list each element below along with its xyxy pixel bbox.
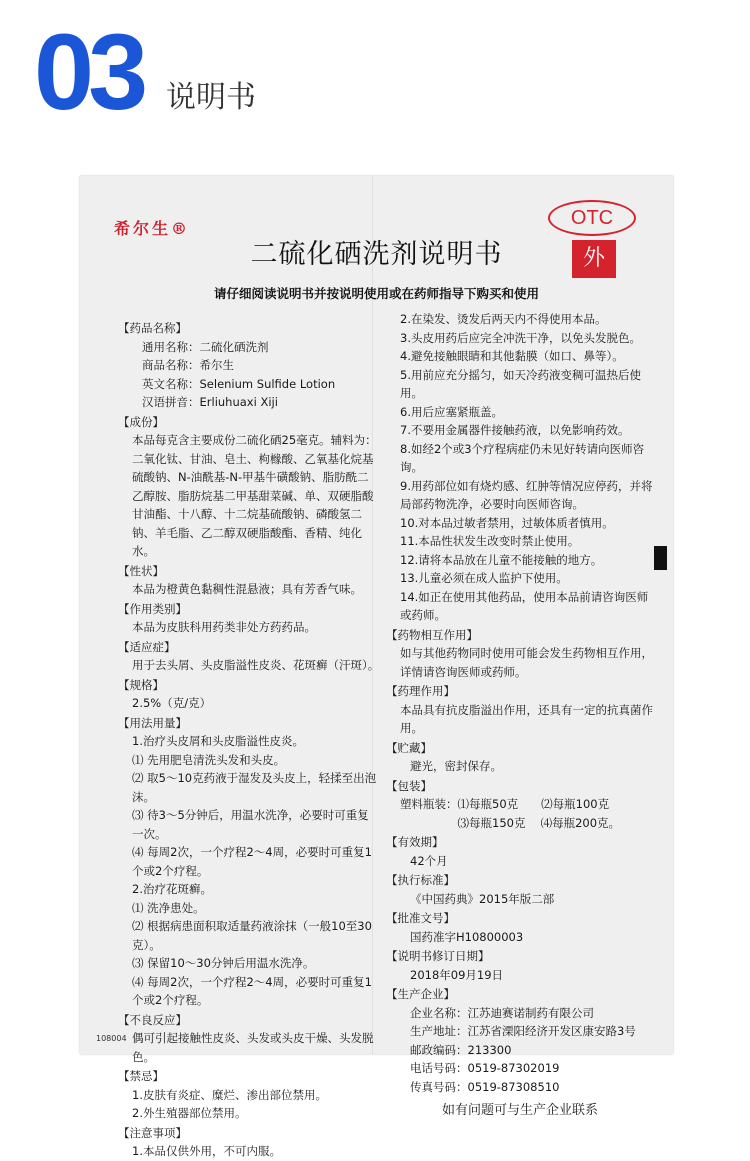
otc-badge: OTC	[548, 200, 636, 236]
section-text: 9.用药部位如有烧灼感、红肿等情况应停药，并将局部药物洗净，必要时向医师咨询。	[400, 478, 653, 511]
section-text: 《中国药典》2015年版二部	[410, 891, 555, 906]
section-text: ⑶ 待3～5分钟后，用温水洗净，必要时可重复一次。	[132, 808, 369, 841]
section-text: 生产地址：江苏省溧阳经济开发区康安路3号	[410, 1024, 636, 1038]
section-text: 2.治疗花斑癣。	[132, 882, 212, 896]
section-text: 1.皮肤有炎症、糜烂、渗出部位禁用。	[132, 1087, 327, 1102]
section-heading: 【注意事项】	[118, 1125, 187, 1140]
section-text: 6.用后应塞紧瓶盖。	[400, 404, 503, 419]
section-text: 2.在染发、烫发后两天内不得使用本品。	[400, 312, 607, 326]
section-text: 传真号码：0519-87308510	[410, 1079, 560, 1094]
section-text: 8.如经2个或3个疗程病症仍未见好转请向医师咨询。	[400, 441, 645, 474]
section-text: 企业名称：江苏迪赛诺制药有限公司	[410, 1005, 594, 1020]
section-text: 本品每克含主要成份二硫化硒25毫克。辅料为：二氧化钛、甘油、皂土、枸橼酸、乙氧基化烷基硫酸钠、N-油酰基-N-甲基牛磺酸钠、脂肪酰二乙醇胺、脂肪烷基二甲基甜菜碱、单、双硬脂酸甘油酯、十八醇、十二烷基硫酸钠、磷酸氢二钠、羊毛脂、乙二醇双硬脂酸酯、香精、纯化水。	[132, 433, 377, 558]
section-text: 本品具有抗皮脂溢出作用，还具有一定的抗真菌作用。	[400, 702, 653, 735]
section-text: 塑料瓶装：⑴每瓶50克 ⑵每瓶100克	[400, 797, 610, 811]
section-text: 商品名称：希尔生	[142, 358, 234, 372]
section-heading: 【药物相互作用】	[386, 627, 478, 642]
section-text: 偶可引起接触性皮炎、头发或头皮干燥、头发脱色。	[132, 1031, 374, 1064]
section-text: 4.避免接触眼睛和其他黏膜（如口、鼻等）。	[400, 349, 624, 363]
section-heading: 【贮藏】	[386, 740, 432, 755]
section-text: 11.本品性状发生改变时禁止使用。	[400, 534, 580, 548]
section-text: 如有问题可与生产企业联系	[441, 1103, 598, 1118]
document-subtitle: 请仔细阅读说明书并按说明使用或在药师指导下购买和使用	[213, 286, 539, 301]
registration-mark	[654, 546, 667, 570]
section-text: 电话号码：0519-87302019	[410, 1061, 560, 1075]
section-heading: 【药理作用】	[386, 684, 455, 698]
section-heading: 【批准文号】	[386, 911, 455, 925]
section-heading: 【禁忌】	[118, 1069, 164, 1083]
external-use-badge: 外	[572, 240, 616, 278]
section-text: 3.头皮用药后应完全冲洗干净，以免头发脱色。	[400, 330, 641, 345]
left-column	[118, 318, 380, 1161]
section-title: 说明书	[166, 80, 256, 115]
section-heading: 【规格】	[118, 677, 164, 692]
section-text: 汉语拼音：Erliuhuaxi Xiji	[142, 395, 278, 409]
section-text: 邮政编码：213300	[410, 1042, 512, 1057]
section-text: 2018年09月19日	[410, 967, 504, 982]
section-heading: 【用法用量】	[118, 715, 187, 730]
section-text: ⑷ 每周2次，一个疗程2～4周，必要时可重复1个或2个疗程。	[132, 845, 372, 878]
section-text: 本品为皮肤科用药类非处方药药品。	[132, 620, 316, 634]
section-text: 7.不要用金属器件接触药液，以免影响药效。	[400, 423, 630, 437]
section-text: 10.对本品过敏者禁用，过敏体质者慎用。	[400, 515, 614, 530]
section-text: 2.5%（克/克）	[132, 696, 212, 710]
section-heading: 【药品名称】	[118, 321, 187, 335]
section-text: ⑷ 每周2次，一个疗程2～4周，必要时可重复1个或2个疗程。	[132, 974, 372, 1007]
section-text: ⑴ 洗净患处。	[132, 900, 205, 915]
section-heading: 【作用类别】	[118, 601, 187, 616]
section-text: 国药准字H10800003	[410, 929, 524, 944]
section-heading: 【执行标准】	[386, 873, 455, 887]
section-text: 如与其他药物同时使用可能会发生药物相互作用，详情请咨询医师或药师。	[400, 646, 653, 679]
document-title: 二硫化硒洗剂说明书	[250, 239, 503, 270]
section-number: 03	[34, 11, 143, 132]
section-text: 14.如正在使用其他药品，使用本品前请咨询医师或药师。	[400, 589, 649, 622]
section-text: 42个月	[410, 853, 448, 868]
section-text: 2.外生殖器部位禁用。	[132, 1106, 247, 1120]
section-text: ⑴ 先用肥皂清洗头发和头皮。	[132, 752, 286, 767]
section-heading: 【不良反应】	[118, 1012, 187, 1027]
right-column	[386, 310, 654, 1121]
section-text: 12.请将本品放在儿童不能接触的地方。	[400, 552, 603, 567]
section-heading: 【适应症】	[118, 639, 176, 654]
section-header	[0, 0, 750, 160]
section-text: 英文名称：Selenium Sulfide Lotion	[142, 376, 336, 391]
section-text: ⑶每瓶150克 ⑷每瓶200克。	[400, 815, 621, 830]
print-code: 108004	[96, 1034, 127, 1043]
section-text: 避光，密封保存。	[410, 759, 502, 773]
section-heading: 【成份】	[118, 414, 164, 429]
section-heading: 【有效期】	[386, 835, 444, 849]
section-text: 用于去头屑、头皮脂溢性皮炎、花斑癣（汗斑）。	[132, 658, 380, 672]
section-text: ⑵ 根据病患面积取适量药液涂抹（一般10至30克）。	[132, 919, 372, 952]
section-text: ⑶ 保留10～30分钟后用温水洗净。	[132, 956, 315, 970]
section-heading: 【性状】	[118, 563, 164, 578]
section-text: 1.治疗头皮屑和头皮脂溢性皮炎。	[132, 734, 304, 748]
instruction-leaflet	[80, 176, 673, 1158]
section-text: 通用名称：二硫化硒洗剂	[142, 339, 269, 354]
section-text: 13.儿童必须在成人监护下使用。	[400, 571, 568, 585]
section-text: 1.本品仅供外用，不可内服。	[132, 1144, 281, 1158]
section-heading: 【包装】	[386, 778, 432, 793]
section-heading: 【说明书修订日期】	[386, 949, 490, 963]
section-text: 5.用前应充分摇匀，如天冷药液变稠可温热后使用。	[400, 367, 641, 400]
section-text: ⑵ 取5～10克药液于湿发及头皮上，轻揉至出泡沫。	[132, 771, 377, 804]
brand-logo: 希尔生®	[114, 219, 191, 238]
section-heading: 【生产企业】	[386, 987, 455, 1001]
section-text: 本品为橙黄色黏稠性混悬液；具有芳香气味。	[132, 582, 362, 596]
